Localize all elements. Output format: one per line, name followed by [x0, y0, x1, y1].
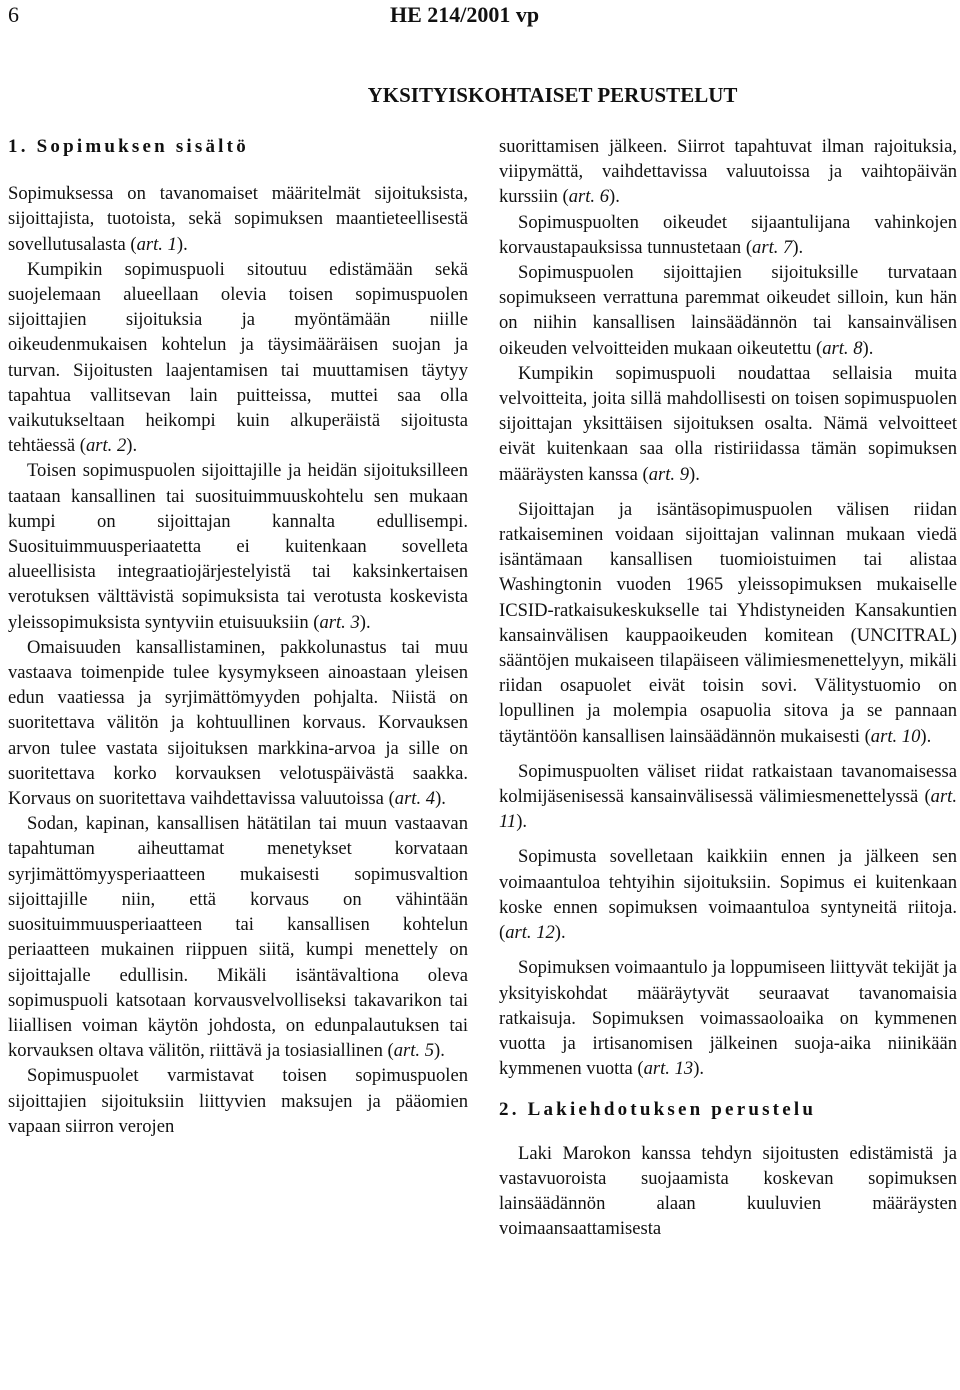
paragraph: Omaisuuden kansallistaminen, pakkolunastus tai muu vastaava toimenpide tulee kysymykseen ainoastaan yleisen edun vaatiessa ja syrjimättömyyden pohjalta. Niistä on suoritettava välitön ja kohtuullinen korvaus. Korvauksen arvon tulee vastata sijoituksen markkina-arvoa ja sille on suoritettava korko korvauksen velotuspäivästä saakka. Korvaus on suoritettava vaihdettavissa valuutoissa (art. 4). [8, 636, 468, 810]
paragraph: Sopimusta sovelletaan kaikkiin ennen ja jälkeen sen voimaantuloa tehtyihin sijoituksiin. Sopimus ei kuitenkaan koske ennen sopimuksen voimaantuloa syntyneitä riitoja. (art. 12). [499, 846, 957, 944]
paragraph: suorittamisen jälkeen. Siirrot tapahtuvat ilman rajoituksia, viipymättä, vaihdettavissa valuutoissa ja vaihtopäivän kurssiin (art. 6). [499, 136, 957, 208]
right-column [499, 134, 957, 1241]
paragraph: Sopimuspuolten väliset riidat ratkaistaan tavanomaisessa kolmijäsenisessä kansainvälisessä välimiesmenettelyssä (art. 11). [499, 760, 957, 833]
document-id: HE 214/2001 vp [390, 2, 540, 27]
paragraph: Toisen sopimuspuolen sijoittajille ja heidän sijoituksilleen taataan kansallinen tai suosituimmuuskohtelu sen mukaan kumpi on sijoittajan kannalta edullisempi. Suosituimmuusperiaatetta ei kuitenkaan sovelleta alueellisista integraatiojärjestelyistä tai kaksinkertaisen verotuksen välttävistä sopimuksista tai verotusta koskevista yleissopimuksista syntyviin etuisuuksiin (art. 3). [8, 460, 468, 633]
page-number: 6 [8, 2, 19, 27]
left-column [8, 134, 468, 1139]
section-title: YKSITYISKOHTAISET PERUSTELUT [367, 83, 738, 107]
paragraph: Sopimuksen voimaantulo ja loppumiseen liittyvät tekijät ja yksityiskohdat määräytyvät seuraavat tavanomaisia ratkaisuja. Sopimuksen voimassaoloaika on kymmenen vuotta ja irtisanomisen jälkeinen suoja-aika niinikään kymmenen vuotta (art. 13). [499, 957, 957, 1080]
page-header [0, 0, 960, 30]
paragraph: Kumpikin sopimuspuoli sitoutuu edistämään sekä suojelemaan alueellaan olevia toisen sopimuspuolen sijoittajien sijoituksia ja myöntämään niille oikeudenmukaisen kohtelun ja täysimääräisen suojan ja turvan. Sijoitusten laajentamisen tai muuttamisen täytyy tapahtua vallitsevan lain puitteissa, muttei saa olla vaikutukseltaan heikompi kuin alkuperäistä sijoitusta tehtäessä (art. 2). [8, 258, 468, 457]
paragraph: Sopimuspuolen sijoittajien sijoituksille turvataan sopimukseen verrattuna paremmat oikeudet silloin, kun hän on niihin kansallisen lainsäädännön tai kansainvälisen oikeuden velvoitteiden mukaan oikeutettu (art. 8). [499, 262, 957, 359]
paragraph: Laki Marokon kanssa tehdyn sijoitusten edistämistä ja vastavuoroista suojaamista koskevan sopimuksen lainsäädännön alaan kuuluvien määräysten voimaansaattamisesta [499, 1142, 957, 1240]
paragraph: Sopimuksessa on tavanomaiset määritelmät sijoituksista, sijoittajista, tuotoista, sekä sopimuksen maantieteellisestä sovellutusalasta (art. 1). [8, 183, 468, 255]
paragraph: Kumpikin sopimuspuoli noudattaa sellaisia muita velvoitteita, joita sillä mahdollisesti on toisen sopimuspuolen sijoittajan yksittäisen sijoituksen osalta. Nämä velvoitteet eivät kuitenkaan saa olla ristiriidassa tämän sopimuksen määräysten kanssa (art. 9). [499, 362, 957, 485]
paragraph: Sijoittajan ja isäntäsopimuspuolen välisen riidan ratkaiseminen voidaan sijoittajan valinnan mukaan viedä isäntämaan kansallisen tuomioistuimen tai alistaa Washingtonin vuoden 1965 yleissopimuksen mukaiselle ICSID-ratkaisukeskukselle tai Yhdistyneiden Kansakuntien kansainvälisen kauppaoikeuden komitean (UNCITRAL) sääntöjen mukaiseen tilapäiseen välimiesmenettelyyn, mikäli riidan osapuolet eivät toisin sovi. Välitystuomio on lopullinen ja molempia osapuolia sitova ja se pannaan täytäntöön kansallisen lainsäädännön mukaisesti (art. 10). [499, 498, 957, 747]
paragraph: Sopimuspuolten oikeudet sijaantulijana vahinkojen korvaustapauksissa tunnustetaan (art. 7). [499, 211, 957, 258]
chapter-heading-2: 2. Lakiehdotuksen perustelu [499, 1099, 817, 1121]
paragraph: Sopimuspuolet varmistavat toisen sopimuspuolen sijoittajien sijoituksiin liittyvien maksujen ja pääomien vapaan siirron verojen [8, 1065, 468, 1137]
paragraph: Sodan, kapinan, kansallisen hätätilan tai muun vastaavan tapahtuman aiheuttamat menetykset korvataan syrjimättömyysperiaatteen mukaisesti sopimusvaltion sijoittajille niin, että korvaus on vähintään suosituimmuusperiaatteen tai kansallisen kohtelun periaatteen mukainen riippuen siitä, kumpi menettely on sijoittajalle edullisin. Mikäli isäntävaltiona oleva sopimuspuoli katsotaan korvausvelvolliseksi takavarikon tai liiallisen voiman käytön johdosta, on edunpalautuksen tai korvauksen oltava välitön, riittävä ja tosiasiallinen (art. 5). [8, 813, 468, 1062]
chapter-heading-1: 1. Sopimuksen sisältö [8, 136, 249, 157]
